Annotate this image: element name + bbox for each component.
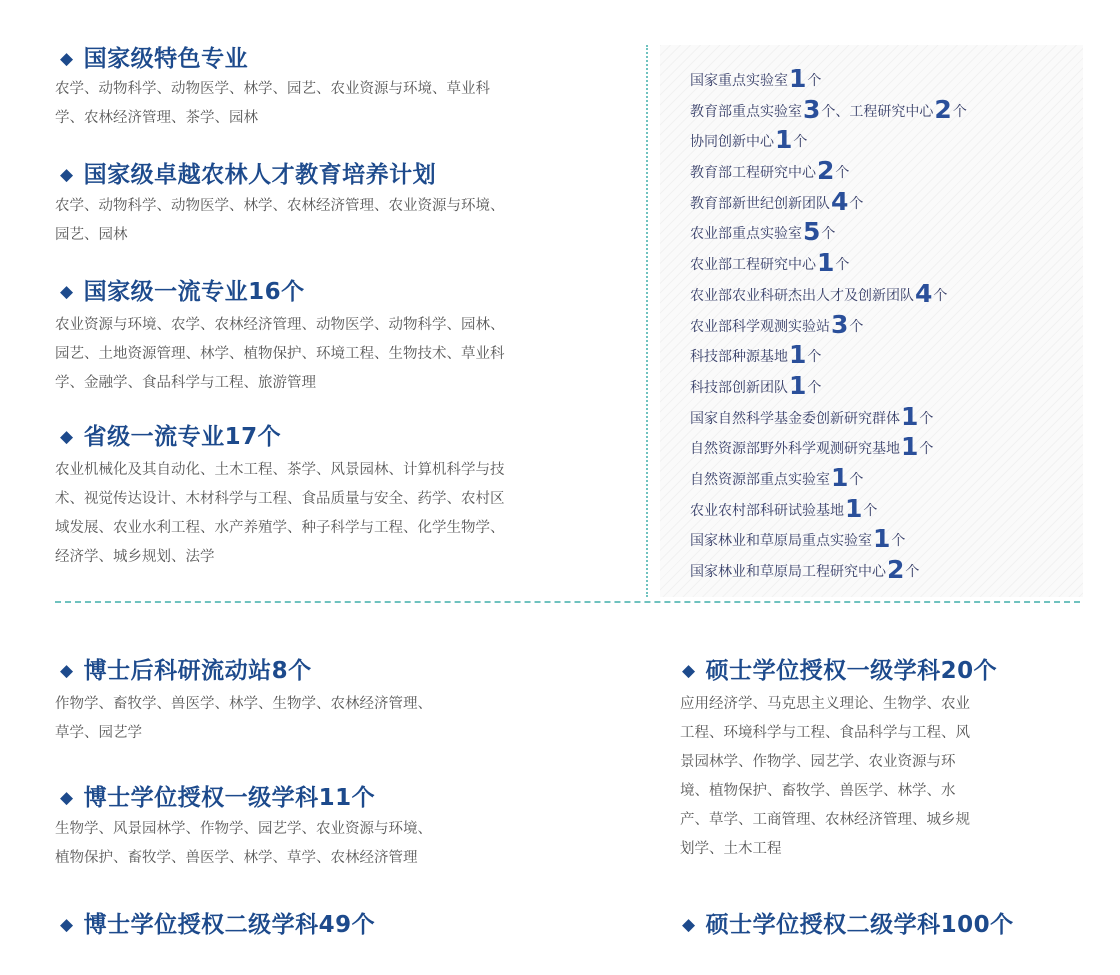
lab-unit: 个 <box>835 257 850 274</box>
text-line: 划学、土木工程 <box>680 841 782 857</box>
text-line: 应用经济学、马克思主义理论、生物学、农业 <box>680 696 970 712</box>
lab-unit: 个 <box>807 349 822 366</box>
text-line: 农业机械化及其自动化、土木工程、茶学、风景园林、计算机科学与技 <box>55 462 505 478</box>
lab-name: 国家林业和草原局重点实验室 <box>690 533 872 550</box>
phd-first-level-heading <box>60 779 375 812</box>
list-item <box>690 185 967 216</box>
postdoc-stations-text <box>55 690 432 748</box>
lab-name: 协同创新中心 <box>690 134 774 151</box>
master-first-level-text <box>680 690 970 864</box>
lab-name: 教育部工程研究中心 <box>690 165 816 182</box>
diamond-icon: ◆ <box>60 165 74 185</box>
vertical-divider <box>646 45 648 597</box>
lab-unit: 个 <box>807 379 822 396</box>
lab-unit: 个 <box>849 195 864 212</box>
text-line: 农学、动物科学、动物医学、林学、农林经济管理、农业资源与环境、 <box>55 198 505 214</box>
list-item <box>690 369 967 400</box>
text-line: 园艺、土地资源管理、林学、植物保护、环境工程、生物技术、草业科 <box>55 346 505 362</box>
phd-second-level-heading <box>60 906 375 939</box>
list-item <box>690 492 967 523</box>
section-title: 博士学位授权一级学科11个 <box>83 785 376 811</box>
phd-first-level-text <box>55 815 432 873</box>
text-line: 产、草学、工商管理、农林经济管理、城乡规 <box>680 812 970 828</box>
section-title: 国家级一流专业16个 <box>83 279 305 305</box>
text-line: 域发展、农业水利工程、水产养殖学、种子科学与工程、化学生物学、 <box>55 520 505 536</box>
excellence-plan-heading <box>60 156 436 189</box>
diamond-icon: ◆ <box>60 788 74 808</box>
text-line: 工程、环境科学与工程、食品科学与工程、风 <box>680 725 970 741</box>
list-item <box>690 553 967 584</box>
lab-unit: 个 <box>933 287 948 304</box>
section-title: 省级一流专业17个 <box>83 424 282 450</box>
lab-count: 1 <box>789 370 807 400</box>
text-line: 境、植物保护、畜牧学、兽医学、林学、水 <box>680 783 956 799</box>
lab-count: 1 <box>817 248 835 278</box>
text-line: 学、金融学、食品科学与工程、旅游管理 <box>55 375 316 391</box>
lab-unit: 个 <box>793 134 808 151</box>
national-first-class-text <box>55 311 505 398</box>
lab-name: 农业部重点实验室 <box>690 226 802 243</box>
list-item <box>690 93 967 124</box>
diamond-icon: ◆ <box>60 282 74 302</box>
section-title: 国家级卓越农林人才教育培养计划 <box>83 162 437 188</box>
lab-name: 自然资源部重点实验室 <box>690 471 830 488</box>
list-item <box>690 338 967 369</box>
section-title: 博士后科研流动站8个 <box>83 658 312 684</box>
provincial-first-class-heading <box>60 418 281 451</box>
diamond-icon: ◆ <box>682 661 696 681</box>
master-first-level-heading <box>682 652 997 685</box>
lab-name: 教育部重点实验室 <box>690 103 802 120</box>
lab-count: 5 <box>803 217 821 247</box>
text-line: 农学、动物科学、动物医学、林学、园艺、农业资源与环境、草业科 <box>55 81 490 97</box>
lab-count: 1 <box>831 462 849 492</box>
section-title: 博士学位授权二级学科49个 <box>83 912 376 938</box>
lab-name: 农业部工程研究中心 <box>690 257 816 274</box>
national-feature-majors-heading <box>60 40 248 73</box>
list-item <box>690 246 967 277</box>
lab-count: 2 <box>817 156 835 186</box>
list-item <box>690 277 967 308</box>
lab-count: 1 <box>789 64 807 93</box>
lab-count: 1 <box>873 524 891 554</box>
lab-name: 国家自然科学基金委创新研究群体 <box>690 410 900 427</box>
diamond-icon: ◆ <box>60 915 74 935</box>
list-item <box>690 308 967 339</box>
text-line: 作物学、畜牧学、兽医学、林学、生物学、农林经济管理、 <box>55 696 432 712</box>
section-title: 国家级特色专业 <box>83 46 249 72</box>
lab-name: 农业部农业科研杰出人才及创新团队 <box>690 287 914 304</box>
text-line: 植物保护、畜牧学、兽医学、林学、草学、农林经济管理 <box>55 850 418 866</box>
lab-name: 国家重点实验室 <box>690 73 788 89</box>
lab-name: 农业部科学观测实验站 <box>690 318 830 335</box>
lab-unit: 个 <box>821 226 836 243</box>
diamond-icon: ◆ <box>60 427 74 447</box>
key-labs-list <box>690 62 967 584</box>
lab-unit: 个 <box>849 471 864 488</box>
text-line: 生物学、风景园林学、作物学、园艺学、农业资源与环境、 <box>55 821 432 837</box>
list-item <box>690 215 967 246</box>
master-second-level-heading <box>682 906 1014 939</box>
text-line: 农业资源与环境、农学、农林经济管理、动物医学、动物科学、园林、 <box>55 317 505 333</box>
section-title: 硕士学位授权一级学科20个 <box>705 658 998 684</box>
lab-count: 2 <box>934 94 952 124</box>
national-feature-majors-text <box>55 75 490 133</box>
list-item <box>690 430 967 461</box>
text-line: 学、农林经济管理、茶学、园林 <box>55 110 258 126</box>
text-line: 术、视觉传达设计、木材科学与工程、食品质量与安全、药学、农村区 <box>55 491 505 507</box>
lab-count: 3 <box>803 94 821 124</box>
text-line: 经济学、城乡规划、法学 <box>55 549 215 565</box>
lab-count: 1 <box>901 401 919 431</box>
lab-count: 3 <box>831 309 849 339</box>
lab-unit: 个 <box>891 533 906 550</box>
diamond-icon: ◆ <box>60 49 74 69</box>
excellence-plan-text <box>55 192 505 250</box>
lab-unit: 个 <box>807 73 822 89</box>
section-title: 硕士学位授权二级学科100个 <box>705 912 1014 938</box>
lab-count: 1 <box>775 125 793 155</box>
lab-count: 1 <box>845 493 863 523</box>
lab-name: 工程研究中心 <box>849 103 934 120</box>
national-first-class-heading <box>60 273 305 306</box>
postdoc-stations-heading <box>60 652 312 685</box>
list-item <box>690 461 967 492</box>
lab-unit: 个 <box>919 410 934 427</box>
lab-unit: 个 <box>905 564 920 580</box>
lab-count: 1 <box>789 340 807 370</box>
lab-unit: 个 <box>919 441 934 458</box>
text-line: 景园林学、作物学、园艺学、农业资源与环 <box>680 754 956 770</box>
lab-name: 科技部创新团队 <box>690 379 788 396</box>
lab-unit: 个 <box>863 502 878 519</box>
lab-name: 自然资源部野外科学观测研究基地 <box>690 441 900 458</box>
diamond-icon: ◆ <box>60 661 74 681</box>
lab-unit: 个 <box>849 318 864 335</box>
lab-name: 科技部种源基地 <box>690 349 788 366</box>
horizontal-divider <box>55 601 1080 603</box>
provincial-first-class-text <box>55 456 505 572</box>
list-item <box>690 123 967 154</box>
diamond-icon: ◆ <box>682 915 696 935</box>
lab-name: 农业农村部科研试验基地 <box>690 502 844 519</box>
text-line: 草学、园艺学 <box>55 725 142 741</box>
list-item <box>690 154 967 185</box>
lab-unit: 个、 <box>821 103 850 120</box>
text-line: 园艺、园林 <box>55 227 128 243</box>
lab-unit: 个 <box>952 103 967 120</box>
lab-count: 4 <box>915 278 933 308</box>
lab-unit: 个 <box>835 165 850 182</box>
list-item <box>690 400 967 431</box>
lab-count: 1 <box>901 432 919 462</box>
lab-count: 4 <box>831 186 849 216</box>
lab-count: 2 <box>887 555 905 584</box>
list-item <box>690 62 967 93</box>
list-item <box>690 522 967 553</box>
lab-name: 国家林业和草原局工程研究中心 <box>690 564 886 580</box>
lab-name: 教育部新世纪创新团队 <box>690 195 830 212</box>
